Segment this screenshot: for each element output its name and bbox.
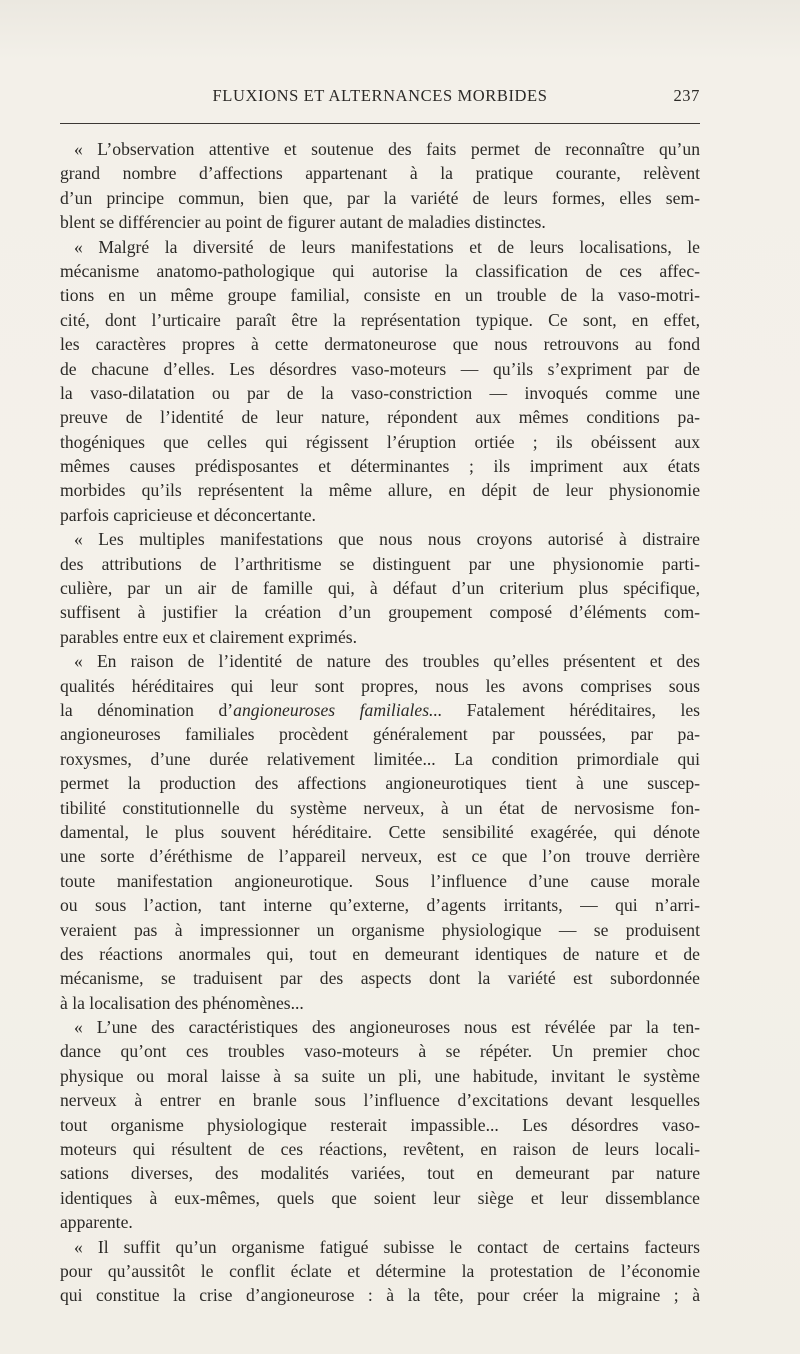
text-line: permet la production des affections angioneurotiques tient à une suscep- bbox=[60, 773, 700, 794]
text-line: culière, par un air de famille qui, à défaut d’un criterium plus spécifique, bbox=[60, 578, 700, 599]
text-line: une sorte d’éréthisme de l’appareil nerveux, est ce que l’on trouve derrière bbox=[60, 846, 700, 867]
page-number: 237 bbox=[673, 86, 700, 105]
text-line: la vaso-dilatation ou par de la vaso-constriction — invoqués comme une bbox=[60, 382, 700, 403]
text-line: tions en un même groupe familial, consiste en un trouble de la vaso-motri- bbox=[60, 285, 700, 306]
text-line: « Malgré la diversité de leurs manifestations et de leurs localisations, le bbox=[74, 236, 700, 257]
text-line: des attributions de l’arthritisme se distinguent par une physionomie parti- bbox=[60, 553, 700, 574]
text-line: identiques à eux-mêmes, quels que soient leur siège et leur dissemblance bbox=[60, 1187, 700, 1208]
text-line: sations diverses, des modalités variées, tout en demeurant par nature bbox=[60, 1163, 700, 1184]
text-line: grand nombre d’affections appartenant à la pratique courante, relèvent bbox=[60, 163, 700, 184]
text-line: apparente. bbox=[60, 1212, 133, 1233]
text-line: tibilité constitutionnelle du système nerveux, à un état de nervosisme fon- bbox=[60, 797, 700, 818]
text-line: pour qu’aussitôt le conflit éclate et détermine la protestation de l’économie bbox=[60, 1260, 700, 1281]
text-line: « En raison de l’identité de nature des troubles qu’elles présentent et des bbox=[74, 651, 700, 672]
text-line: « Il suffit qu’un organisme fatigué subisse le contact de certains facteurs bbox=[74, 1236, 700, 1257]
text-line: qui constitue la crise d’angioneurose : à la tête, pour créer la migraine ; à bbox=[60, 1285, 700, 1306]
text-line: tout organisme physiologique resterait impassible... Les désordres vaso- bbox=[60, 1114, 700, 1135]
text-line: moteurs qui résultent de ces réactions, revêtent, en raison de leurs locali- bbox=[60, 1139, 700, 1160]
text-line: dance qu’ont ces troubles vaso-moteurs à se répéter. Un premier choc bbox=[60, 1041, 700, 1062]
text-line: « L’observation attentive et soutenue des faits permet de reconnaître qu’un bbox=[74, 139, 700, 159]
text-line: preuve de l’identité de leur nature, répondent aux mêmes conditions pa- bbox=[60, 407, 700, 428]
running-head bbox=[60, 86, 700, 110]
text-line: parables entre eux et clairement exprimés. bbox=[60, 626, 357, 647]
text-line: parfois capricieuse et déconcertante. bbox=[60, 504, 316, 525]
body-text bbox=[60, 137, 700, 1308]
text-run: la dénomination d’ bbox=[60, 699, 234, 720]
text-line: toute manifestation angioneurotique. Sous l’influence d’une cause morale bbox=[60, 870, 700, 891]
text-line: mécanisme anatomo-pathologique qui autorise la classification de ces affec- bbox=[60, 260, 700, 281]
text-run: Fatalement héréditaires, les bbox=[442, 699, 700, 720]
text-line: à la localisation des phénomènes... bbox=[60, 992, 304, 1013]
italic-term: angioneuroses familiales... bbox=[233, 699, 443, 720]
text-line: ou sous l’action, tant interne qu’externe, d’agents irritants, — qui n’arri- bbox=[60, 895, 700, 916]
text-line: roxysmes, d’une durée relativement limitée... La condition primordiale qui bbox=[60, 748, 700, 769]
text-line: mêmes causes prédisposantes et déterminantes ; ils impriment aux états bbox=[60, 456, 700, 477]
text-line: les caractères propres à cette dermatoneurose que nous retrouvons au fond bbox=[60, 334, 700, 355]
text-line: cité, dont l’urticaire paraît être la représentation typique. Ce sont, en effet, bbox=[60, 309, 700, 330]
text-line: « Les multiples manifestations que nous nous croyons autorisé à distraire bbox=[74, 529, 700, 550]
text-line: suffisent à justifier la création d’un groupement composé d’éléments com- bbox=[60, 602, 700, 623]
text-line: veraient pas à impressionner un organisme physiologique — se produisent bbox=[60, 919, 700, 940]
text-line: d’un principe commun, bien que, par la variété de leurs formes, elles sem- bbox=[60, 187, 700, 208]
text-line: thogéniques que celles qui régissent l’éruption ortiée ; ils obéissent aux bbox=[60, 431, 700, 452]
text-line: angioneuroses familiales procèdent généralement par poussées, par pa- bbox=[60, 724, 700, 745]
text-line: « L’une des caractéristiques des angioneuroses nous est révélée par la ten- bbox=[74, 1017, 700, 1038]
text-line: morbides qu’ils représentent la même allure, en dépit de leur physionomie bbox=[60, 480, 700, 501]
text-line: physique ou moral laisse à sa suite un pli, une habitude, invitant le système bbox=[60, 1065, 700, 1086]
text-line: de chacune d’elles. Les désordres vaso-moteurs — qu’ils s’expriment par de bbox=[60, 358, 700, 379]
text-line: blent se différencier au point de figurer autant de maladies distinctes. bbox=[60, 212, 546, 233]
header-rule bbox=[60, 123, 700, 124]
running-title: FLUXIONS ET ALTERNANCES MORBIDES bbox=[212, 86, 548, 105]
text-line: nerveux à entrer en branle sous l’influence d’excitations devant lesquelles bbox=[60, 1090, 700, 1111]
text-line: qualités héréditaires qui leur sont propres, nous les avons comprises sous bbox=[60, 675, 700, 696]
text-line: mécanisme, se traduisent par des aspects dont la variété est subordonnée bbox=[60, 968, 700, 989]
text-line: des réactions anormales qui, tout en demeurant identiques de nature et de bbox=[60, 943, 700, 964]
text-line: damental, le plus souvent héréditaire. Cette sensibilité exagérée, qui dénote bbox=[60, 821, 700, 842]
text-line-with-italic bbox=[60, 698, 700, 722]
